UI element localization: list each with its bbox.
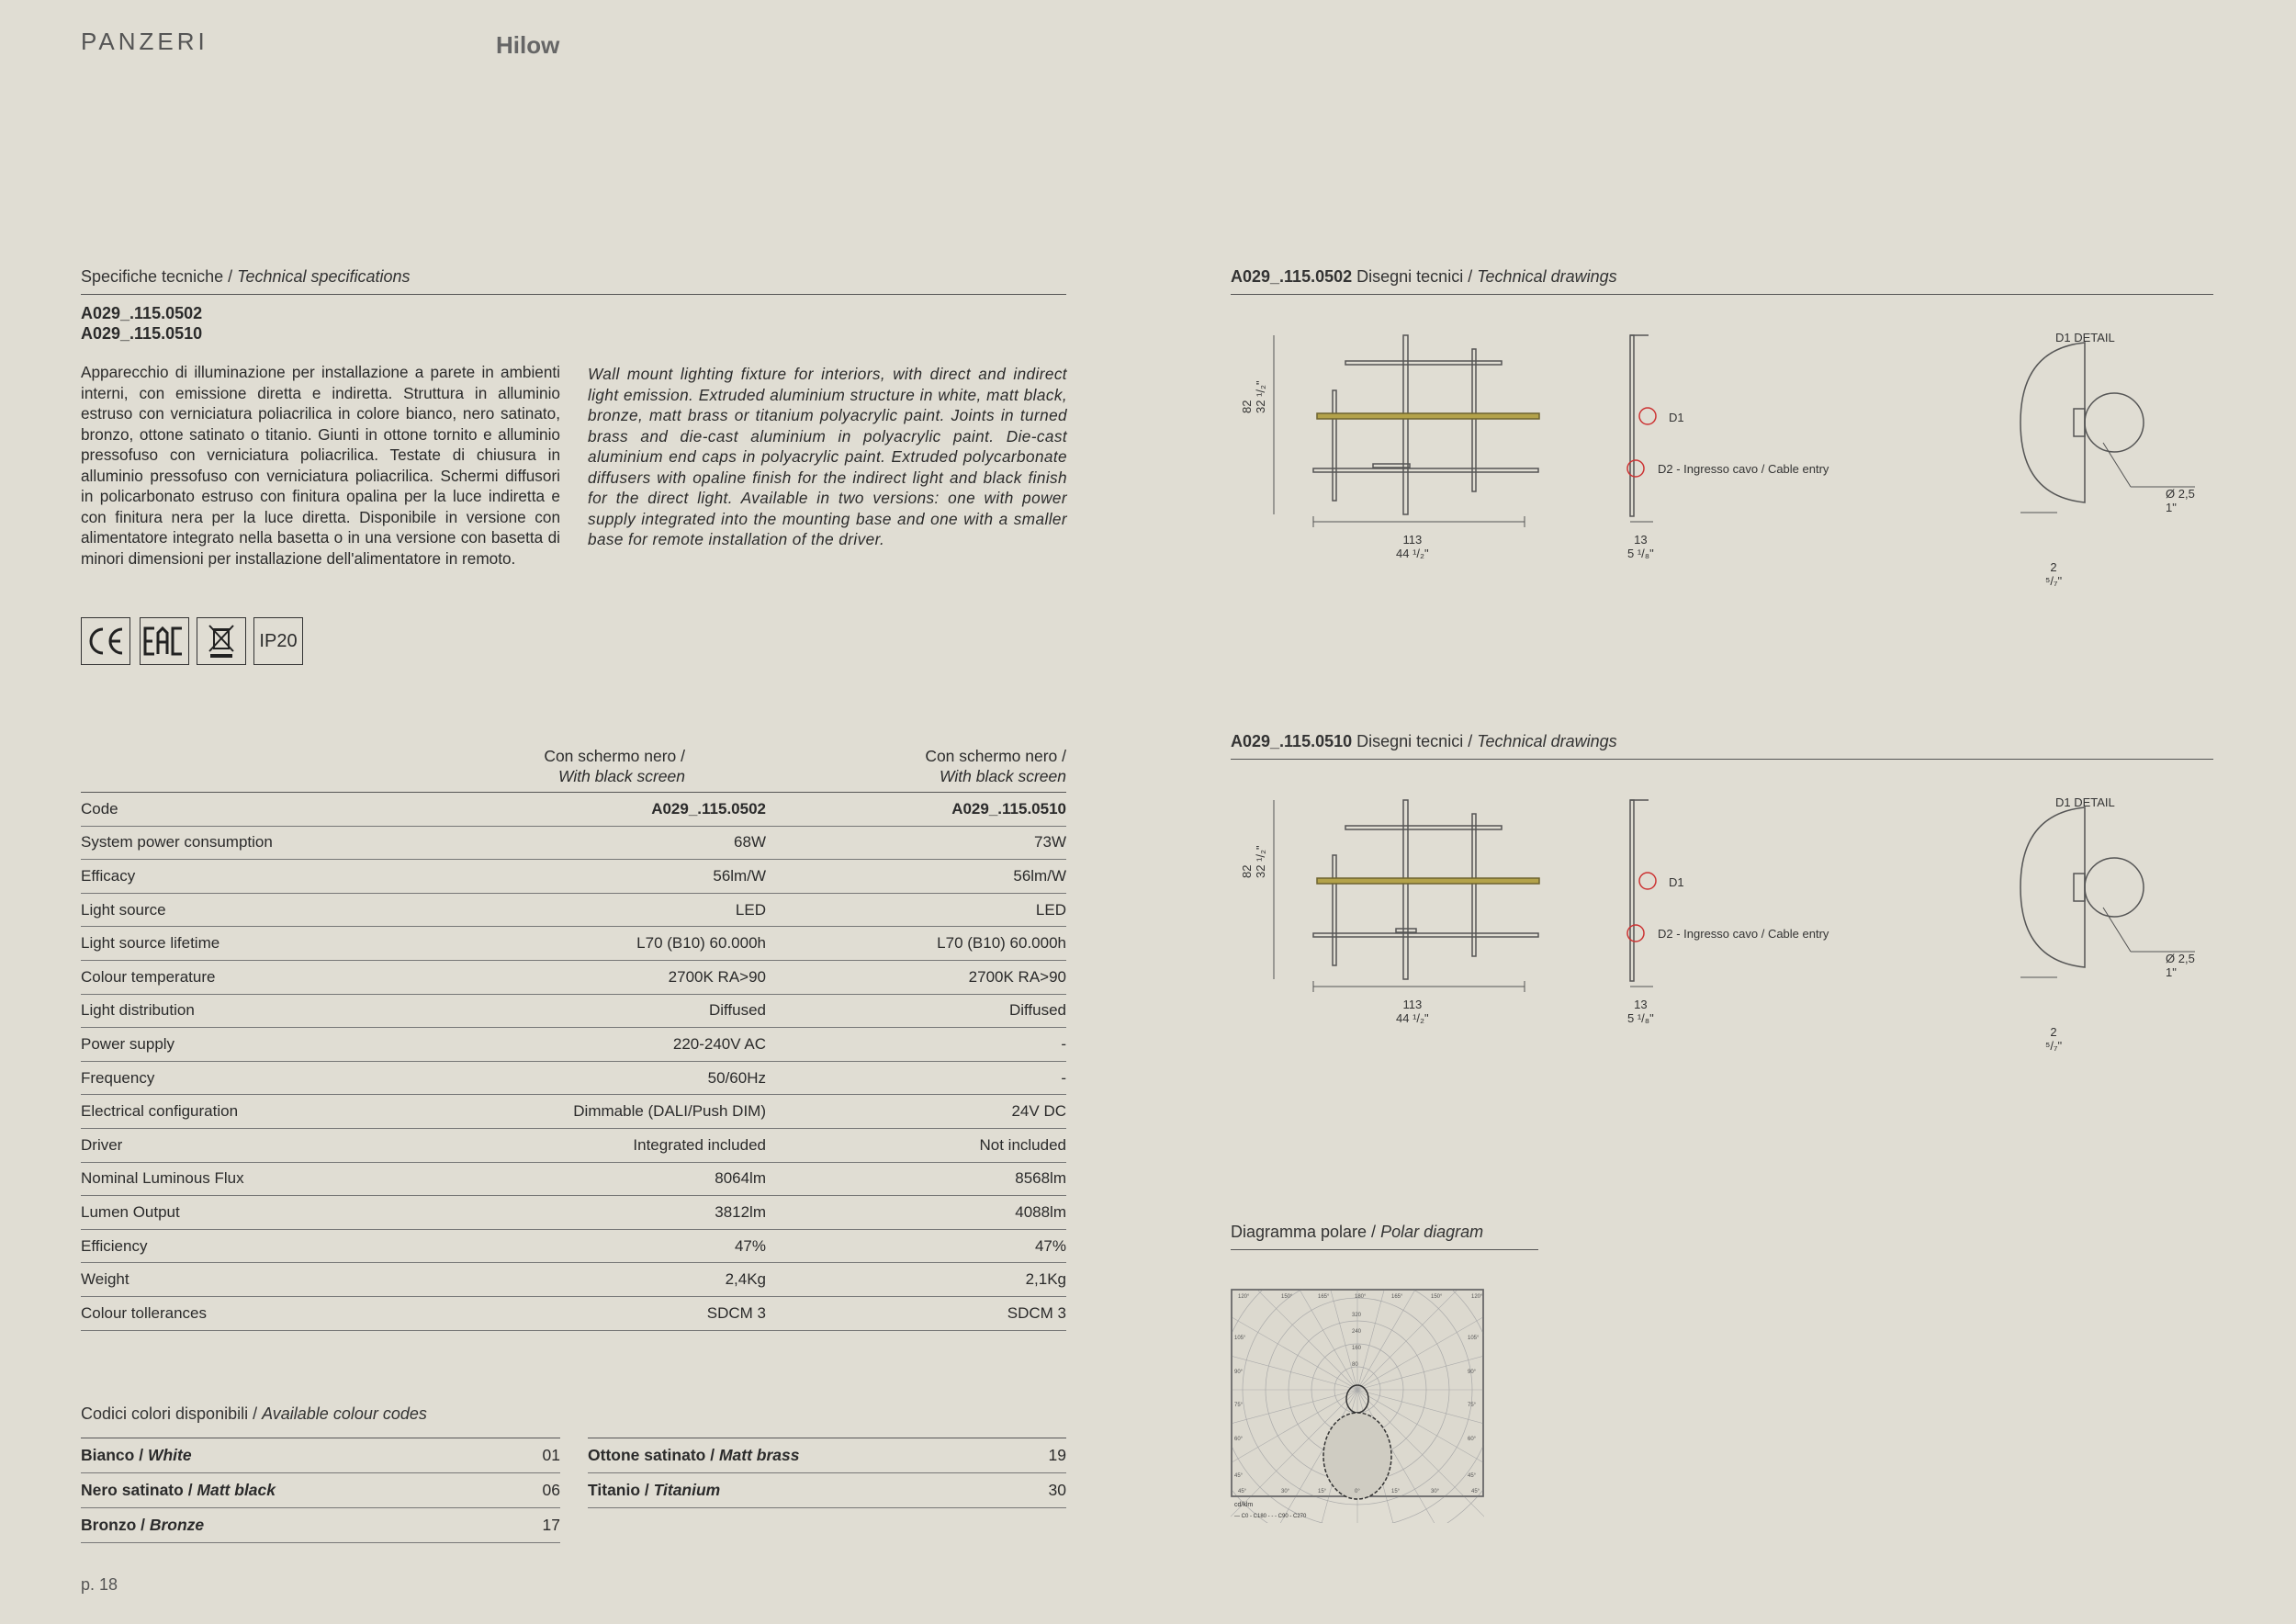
spec-label: Nominal Luminous Flux (81, 1162, 540, 1196)
table-row (81, 793, 1066, 827)
spec-value: L70 (B10) 60.000h (540, 927, 766, 961)
table-row (81, 893, 1066, 927)
drawing-title-0510: A029_.115.0510 Disegni tecnici / Technical drawings (1231, 732, 1617, 750)
polar-angle-label: 45° (1238, 1489, 1247, 1494)
depth-dimension: 13 5 ¹/₈" (1627, 533, 1654, 560)
table-row (81, 960, 1066, 994)
spec-label: Weight (81, 1263, 540, 1297)
colour-name: Bianco / White (81, 1438, 520, 1473)
spec-value: 68W (540, 826, 766, 860)
spec-label: Light source (81, 893, 540, 927)
polar-angle-label: 120° (1238, 1294, 1250, 1300)
spec-value: Diffused (766, 994, 1066, 1028)
polar-legend: — C0 - C180 - - - C90 - C270 (1234, 1514, 1307, 1519)
spec-label: Light source lifetime (81, 927, 540, 961)
spec-value: 24V DC (766, 1095, 1066, 1129)
spec-value: 56lm/W (766, 860, 1066, 894)
colour-codes-left (81, 1438, 560, 1543)
polar-angle-label: 45° (1468, 1473, 1477, 1479)
column-header-0510: Con schermo nero / With black screen (925, 747, 1066, 785)
polar-angle-label: 105° (1234, 1336, 1246, 1341)
column-header-0502: Con schermo nero / With black screen (544, 747, 685, 785)
drawing-title-0502: A029_.115.0502 Disegni tecnici / Technical drawings (1231, 267, 1617, 286)
table-row (81, 927, 1066, 961)
table-row (81, 1196, 1066, 1230)
table-row (81, 994, 1066, 1028)
polar-angle-label: 120° (1471, 1294, 1483, 1300)
diameter-dimension: Ø 2,5 1" (2166, 952, 2195, 979)
spec-value: 3812lm (540, 1196, 766, 1230)
description-english: Wall mount lighting fixture for interiors, with direct and indirect light emission. Extruded aluminium structure in white, matt black, bronze, matt brass or titanium polyacrylic paint. Joints in turned brass and die-cast aluminium in polyacrylic paint. Die-cast aluminium end caps in polyacrylic paint. Extruded polycarbonate diffusers with opaline finish for the indirect light and black finish for the direct light. Available in two versions: one with power supply integrated into the mounting base and one with a smaller base for remote installation of the driver. (588, 365, 1067, 548)
colour-name: Titanio / Titanium (588, 1473, 1029, 1508)
specs-section-title: Specifiche tecniche / Technical specifications (81, 267, 411, 286)
drawing-divider (1231, 759, 2213, 760)
polar-diagram-title: Diagramma polare / Polar diagram (1231, 1223, 1484, 1241)
colour-code: 30 (1029, 1473, 1066, 1508)
spec-value: L70 (B10) 60.000h (766, 927, 1066, 961)
polar-angle-label: 90° (1234, 1370, 1244, 1375)
product-codes (81, 303, 202, 344)
height-dimension: 82 32 ¹/₂" (1240, 845, 1267, 878)
spec-value: 50/60Hz (540, 1061, 766, 1095)
polar-angle-label: 90° (1468, 1370, 1477, 1375)
spec-label: Light distribution (81, 994, 540, 1028)
spec-value: 56lm/W (540, 860, 766, 894)
spec-label: Code (81, 793, 540, 827)
spec-value: LED (766, 893, 1066, 927)
spec-value: 73W (766, 826, 1066, 860)
polar-diagram (1231, 1289, 1484, 1523)
polar-radial-label: 80 (1352, 1362, 1358, 1368)
spec-value: SDCM 3 (540, 1296, 766, 1330)
eac-mark-icon (140, 617, 189, 665)
spec-value: SDCM 3 (766, 1296, 1066, 1330)
spec-value: A029_.115.0510 (766, 793, 1066, 827)
spec-value: LED (540, 893, 766, 927)
table-row (81, 1229, 1066, 1263)
polar-angle-label: 0° (1355, 1489, 1360, 1494)
colour-codes-title: Codici colori disponibili / Available colour codes (81, 1404, 427, 1423)
product-code: A029_.115.0502 (81, 304, 203, 322)
polar-angle-label: 150° (1431, 1294, 1443, 1300)
polar-angle-label: 30° (1431, 1489, 1440, 1494)
polar-curve-down (1323, 1413, 1391, 1499)
polar-angle-label: 30° (1281, 1489, 1290, 1494)
ce-mark-icon (81, 617, 130, 665)
polar-radial-label: 160 (1352, 1346, 1362, 1351)
polar-radial-label: 320 (1352, 1313, 1362, 1318)
spec-label: Frequency (81, 1061, 540, 1095)
table-row (81, 860, 1066, 894)
thickness-dimension: 2 ⁵/₇" (2045, 560, 2063, 588)
d2-callout: D2 - Ingresso cavo / Cable entry (1658, 462, 1829, 476)
colour-row (81, 1438, 560, 1473)
spec-label: Driver (81, 1128, 540, 1162)
colour-row (588, 1473, 1066, 1508)
colour-name: Ottone satinato / Matt brass (588, 1438, 1029, 1473)
spec-label: System power consumption (81, 826, 540, 860)
d1-callout: D1 (1669, 875, 1684, 889)
spec-table (81, 792, 1066, 1331)
spec-label: Lumen Output (81, 1196, 540, 1230)
detail-label: D1 DETAIL (2055, 795, 2115, 809)
colour-code: 01 (520, 1438, 560, 1473)
spec-label: Power supply (81, 1028, 540, 1062)
specs-divider (81, 294, 1066, 295)
description-italian: Apparecchio di illuminazione per installazione a parete in ambienti interni, con emissione diretta e indiretta. Struttura in alluminio estruso con verniciatura poliacrilica in colore bianco, nero satinato, bronzo, ottone satinato o titanio. Giunti in ottone tornito e alluminio pressofuso con verniciatura poliacrilica. Testate di chiusura in alluminio pressofuso con verniciatura poliacrilica. Schermi diffusori in policarbonato estruso con finitura opalina per la luce indiretta e con finitura nera per la luce diretta. Disponibile in versione con alimentatore integrato nella basetta o in una versione con basetta di minori dimensioni per installazione dell'alimentatore in remoto. (81, 363, 560, 568)
colour-row (81, 1508, 560, 1543)
polar-angle-label: 15° (1318, 1489, 1327, 1494)
brand-logo: PANZERI (81, 28, 208, 55)
polar-angle-label: 60° (1468, 1437, 1477, 1442)
height-dimension: 82 32 ¹/₂" (1240, 380, 1267, 413)
thickness-dimension: 2 ⁵/₇" (2045, 1025, 2063, 1053)
spec-label: Electrical configuration (81, 1095, 540, 1129)
spec-value: - (766, 1061, 1066, 1095)
polar-angle-label: 75° (1234, 1403, 1244, 1408)
table-row (81, 1028, 1066, 1062)
polar-divider (1231, 1249, 1538, 1250)
table-row (81, 1095, 1066, 1129)
polar-angle-label: 165° (1318, 1294, 1330, 1300)
spec-label: Efficiency (81, 1229, 540, 1263)
spec-value: 47% (766, 1229, 1066, 1263)
weee-bin-icon (197, 617, 246, 665)
polar-angle-label: 15° (1391, 1489, 1401, 1494)
polar-angle-label: 60° (1234, 1437, 1244, 1442)
spec-value: 2700K RA>90 (540, 960, 766, 994)
spec-value: 2,4Kg (540, 1263, 766, 1297)
polar-angle-label: 105° (1468, 1336, 1480, 1341)
colour-row (81, 1473, 560, 1508)
polar-angle-label: 45° (1471, 1489, 1480, 1494)
colour-code: 17 (520, 1508, 560, 1543)
diameter-dimension: Ø 2,5 1" (2166, 487, 2195, 514)
table-row (81, 1296, 1066, 1330)
spec-value: 47% (540, 1229, 766, 1263)
d2-callout: D2 - Ingresso cavo / Cable entry (1658, 927, 1829, 941)
spec-label: Efficacy (81, 860, 540, 894)
polar-angle-label: 180° (1355, 1294, 1367, 1300)
spec-label: Colour temperature (81, 960, 540, 994)
drawing-divider (1231, 294, 2213, 295)
spec-value: A029_.115.0502 (540, 793, 766, 827)
colour-row (588, 1438, 1066, 1473)
table-row (81, 1061, 1066, 1095)
spec-value: - (766, 1028, 1066, 1062)
spec-value: Diffused (540, 994, 766, 1028)
product-code: A029_.115.0510 (81, 324, 203, 343)
table-row (81, 826, 1066, 860)
table-row (81, 1162, 1066, 1196)
depth-dimension: 13 5 ¹/₈" (1627, 998, 1654, 1025)
polar-angle-label: 75° (1468, 1403, 1477, 1408)
spec-value: 2,1Kg (766, 1263, 1066, 1297)
polar-unit: cd/klm (1234, 1502, 1254, 1508)
colour-name: Bronzo / Bronze (81, 1508, 520, 1543)
technical-drawing-0510 (1221, 768, 2213, 1071)
spec-value: 8568lm (766, 1162, 1066, 1196)
colour-code: 06 (520, 1473, 560, 1508)
spec-value: 220-240V AC (540, 1028, 766, 1062)
spec-value: Dimmable (DALI/Push DIM) (540, 1095, 766, 1129)
spec-value: Not included (766, 1128, 1066, 1162)
polar-angle-label: 165° (1391, 1294, 1403, 1300)
detail-label: D1 DETAIL (2055, 331, 2115, 344)
spec-value: Integrated included (540, 1128, 766, 1162)
ip-rating-badge: IP20 (253, 617, 303, 665)
spec-value: 4088lm (766, 1196, 1066, 1230)
polar-angle-label: 150° (1281, 1294, 1293, 1300)
table-row (81, 1263, 1066, 1297)
spec-label: Colour tollerances (81, 1296, 540, 1330)
polar-radial-label: 240 (1352, 1329, 1362, 1335)
d1-callout: D1 (1669, 411, 1684, 424)
width-dimension: 113 44 ¹/₂" (1396, 998, 1429, 1025)
table-row (81, 1128, 1066, 1162)
spec-value: 2700K RA>90 (766, 960, 1066, 994)
technical-drawing-0502 (1221, 303, 2213, 606)
width-dimension: 113 44 ¹/₂" (1396, 533, 1429, 560)
product-name: Hilow (496, 31, 560, 59)
spec-value: 8064lm (540, 1162, 766, 1196)
page-number: p. 18 (81, 1575, 118, 1594)
colour-codes-right (588, 1438, 1066, 1508)
colour-name: Nero satinato / Matt black (81, 1473, 520, 1508)
colour-code: 19 (1029, 1438, 1066, 1473)
polar-angle-label: 45° (1234, 1473, 1244, 1479)
